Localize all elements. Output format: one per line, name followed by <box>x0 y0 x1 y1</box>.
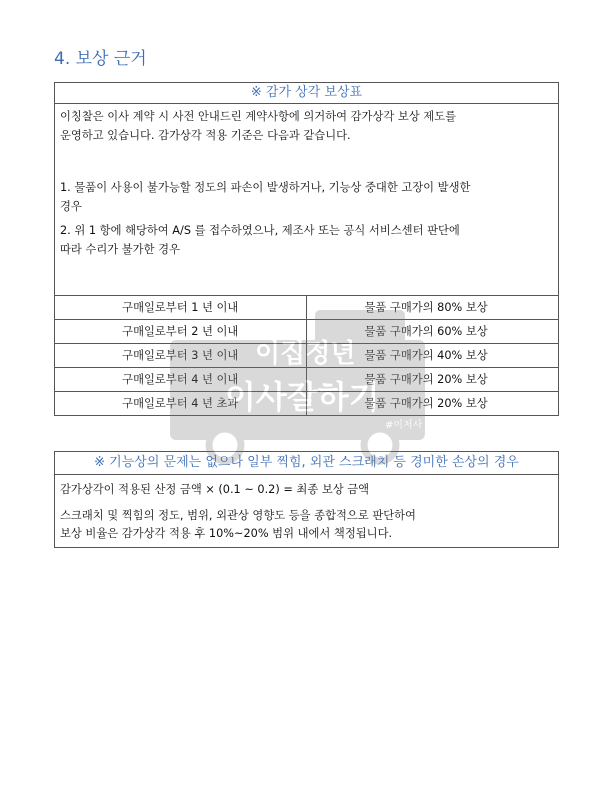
rate-cell: 물품 구매가의 20% 보상 <box>364 397 488 410</box>
intro-line-1: 이칭찰은 이사 계약 시 사전 안내드린 계약사항에 의거하여 감가상각 보상 제도를 <box>60 110 457 123</box>
note-line-1: 스크래치 및 찍힘의 정도, 범위, 외관상 영향도 등을 종합적으로 판단하여 <box>60 509 416 522</box>
table-row <box>55 368 558 392</box>
rate-cell: 물품 구매가의 60% 보상 <box>364 325 488 338</box>
table-row <box>55 296 558 320</box>
table-row <box>55 392 558 415</box>
table-row <box>55 344 558 368</box>
watermark-text-2: 이사잘하기 <box>225 378 380 416</box>
criteria-1-line-1: 1. 물품이 사용이 불가능할 정도의 파손이 발생하거나, 기능상 중대한 고장이 발생한 <box>60 181 471 194</box>
period-cell: 구매일로부터 1 년 이내 <box>55 296 307 319</box>
period-cell: 구매일로부터 4 년 초과 <box>55 392 307 415</box>
depreciation-criteria <box>55 104 558 296</box>
minor-damage-body <box>55 475 558 547</box>
note-line-2: 보상 비율은 감가상각 적용 후 10%~20% 범위 내에서 책정됩니다. <box>60 527 393 540</box>
table-row <box>55 320 558 344</box>
watermark-text-1: 이집정년 <box>255 339 356 369</box>
period-cell: 구매일로부터 2 년 이내 <box>55 320 307 343</box>
criteria-2-line-2: 따라 수리가 불가한 경우 <box>60 243 180 256</box>
rate-cell: 물품 구매가의 20% 보상 <box>364 373 488 386</box>
minor-damage-table <box>54 451 559 548</box>
period-cell: 구매일로부터 4 년 이내 <box>55 368 307 391</box>
depreciation-table <box>54 82 559 416</box>
formula-text: 감가상각이 적용된 산정 금액 × (0.1 ~ 0.2) = 최종 보상 금액 <box>60 483 370 496</box>
period-cell: 구매일로부터 3 년 이내 <box>55 344 307 367</box>
rate-cell: 물품 구매가의 80% 보상 <box>364 301 488 314</box>
compensation-rows <box>55 296 558 415</box>
watermark-tag: #이저사 <box>385 420 423 431</box>
criteria-1-line-2: 경우 <box>60 200 82 213</box>
rate-cell: 물품 구매가의 40% 보상 <box>364 349 488 362</box>
minor-damage-header: ※ 기능상의 문제는 없으나 일부 찍힘, 외관 스크래치 등 경미한 손상의 경우 <box>55 452 558 475</box>
section-heading: 4. 보상 근거 <box>54 49 147 69</box>
criteria-2-line-1: 2. 위 1 항에 해당하여 A/S 를 접수하였으나, 제조사 또는 공식 서비스센터 판단에 <box>60 224 460 237</box>
intro-line-2: 운영하고 있습니다. 감가상각 적용 기준은 다음과 같습니다. <box>60 129 351 142</box>
depreciation-table-header: ※ 감가 상각 보상표 <box>55 83 558 104</box>
